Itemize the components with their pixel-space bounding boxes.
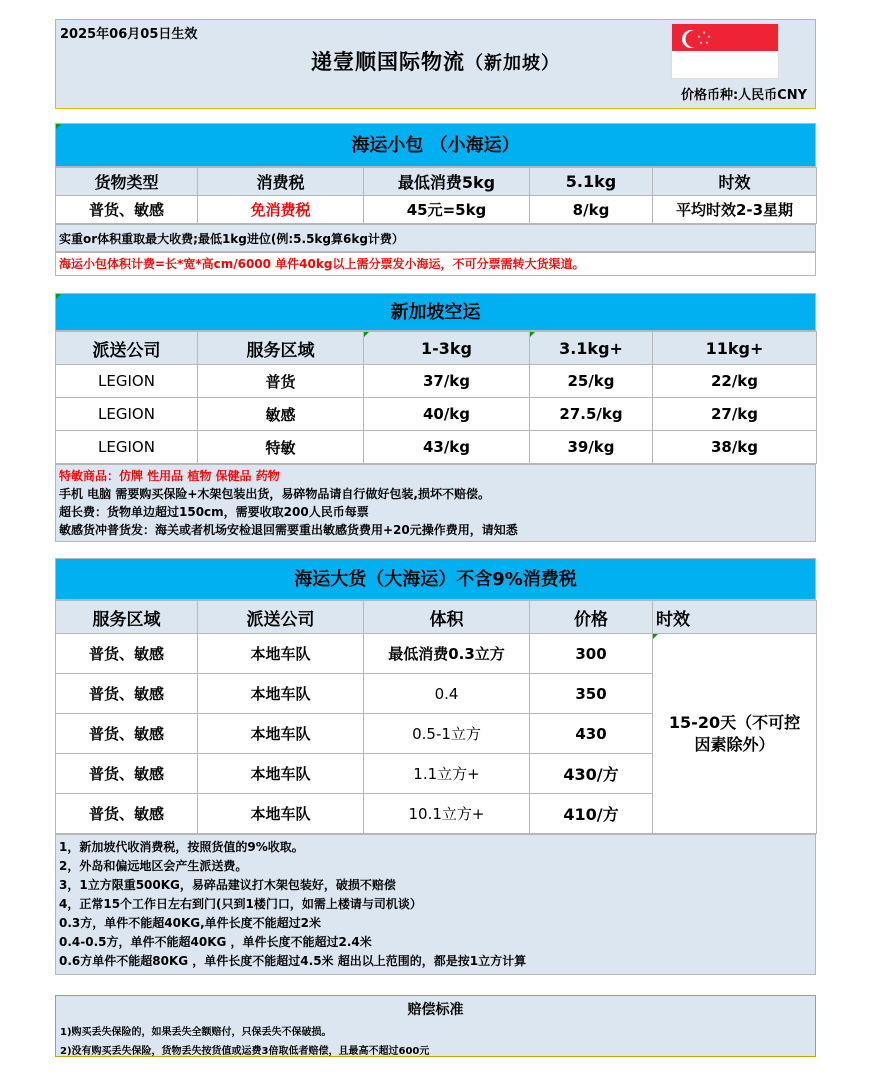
col-service: 服务区域 <box>198 332 364 365</box>
sea-big-header-row <box>56 601 817 634</box>
sea-big-note: 0.6方单件不能超80KG ，单件长度不能超过4.5米 超出以上范围的，都是按1立方计算 <box>59 954 527 968</box>
cell: 普货、敏感 <box>56 754 198 794</box>
air-header-row <box>56 332 817 365</box>
col-courier: 派送公司 <box>56 332 198 365</box>
cell: 本地车队 <box>198 794 364 834</box>
col-tax: 消费税 <box>198 168 364 196</box>
cell: 40/kg <box>364 398 530 431</box>
singapore-flag-icon <box>671 23 779 79</box>
cell: 22/kg <box>653 365 817 398</box>
cell: 普货、敏感 <box>56 794 198 834</box>
cell: 本地车队 <box>198 674 364 714</box>
cell: 38/kg <box>653 431 817 464</box>
cell: 430 <box>530 714 653 754</box>
cell: 1.1立方+ <box>364 754 530 794</box>
col-min: 最低消费5kg <box>364 168 530 196</box>
cell: LEGION <box>56 431 198 464</box>
cell: 350 <box>530 674 653 714</box>
sea-big-note: 3，1立方限重500KG，易碎品建议打木架包装好，破损不赔偿 <box>59 878 396 892</box>
cell: 最低消费0.3立方 <box>364 634 530 674</box>
cell: 本地车队 <box>198 634 364 674</box>
sea-small-header-row <box>56 168 817 196</box>
air-note: 手机 电脑 需要购买保险+木架包装出货，易碎物品请自行做好包装,损坏不赔偿。 <box>59 487 490 501</box>
table-row <box>56 398 817 431</box>
cell: 普货、敏感 <box>56 674 198 714</box>
title-main: 递壹顺国际物流 <box>311 50 465 74</box>
air-notes <box>55 464 816 542</box>
cell: 410/方 <box>530 794 653 834</box>
air-note: 超长费：货物单边超过150cm，需要收取200人民币每票 <box>59 505 369 519</box>
currency-label: 价格币种:人民币CNY <box>680 88 807 103</box>
sea-big-title: 海运大货（大海运）不含9%消费税 <box>55 558 816 600</box>
sea-big-note: 1，新加坡代收消费税，按照货值的9%收取。 <box>59 840 304 854</box>
header-panel <box>55 19 816 109</box>
transit-cell: 15-20天（不可控因素除外） <box>653 634 817 834</box>
cell: 27.5/kg <box>530 398 653 431</box>
cell: 敏感 <box>198 398 364 431</box>
cell: 本地车队 <box>198 754 364 794</box>
air-section <box>55 293 816 542</box>
col-service: 服务区域 <box>56 601 198 634</box>
cell: 27/kg <box>653 398 817 431</box>
col-5-1kg: 5.1kg <box>530 168 653 196</box>
col-transit: 时效 <box>653 601 817 634</box>
cell: 普货、敏感 <box>56 714 198 754</box>
cell: LEGION <box>56 398 198 431</box>
col-11kg: 11kg+ <box>653 332 817 365</box>
cell: 0.5-1立方 <box>364 714 530 754</box>
air-title: 新加坡空运 <box>55 293 816 331</box>
sea-small-title: 海运小包 （小海运） <box>55 123 816 167</box>
cell: 8/kg <box>530 196 653 224</box>
cell: 10.1立方+ <box>364 794 530 834</box>
cell: 37/kg <box>364 365 530 398</box>
col-cargo-type: 货物类型 <box>56 168 198 196</box>
sea-small-section <box>55 123 816 276</box>
sea-big-notes <box>55 834 816 975</box>
sea-big-note: 0.3方，单件不能超40KG,单件长度不能超过2米 <box>59 916 322 930</box>
table-row <box>56 365 817 398</box>
col-3-1kg: 3.1kg+ <box>530 332 653 365</box>
air-note: 敏感货冲普货发：海关或者机场安检退回需要重出敏感货费用+20元操作费用，请知悉 <box>59 523 518 537</box>
cell: 本地车队 <box>198 714 364 754</box>
compensation-line: 1)购买丢失保险的，如果丢失全额赔付，只保丢失不保破损。 <box>60 1027 332 1038</box>
table-row <box>56 196 817 224</box>
table-row <box>56 431 817 464</box>
compensation-panel <box>55 995 816 1057</box>
sea-big-note: 2，外岛和偏远地区会产生派送费。 <box>59 859 248 873</box>
sea-big-note: 4，正常15个工作日左右到门(只到1楼门口，如需上楼请与司机谈） <box>59 897 422 911</box>
cell: 39/kg <box>530 431 653 464</box>
compensation-title: 赔偿标准 <box>407 1002 464 1018</box>
cell: 普货、敏感 <box>56 196 198 224</box>
cell: 430/方 <box>530 754 653 794</box>
col-1-3kg: 1-3kg <box>364 332 530 365</box>
cell: 25/kg <box>530 365 653 398</box>
table-row <box>56 634 817 674</box>
cell: 0.4 <box>364 674 530 714</box>
col-volume: 体积 <box>364 601 530 634</box>
sea-small-note-1: 实重or体积重取最大收费;最低1kg进位(例:5.5kg算6kg计费） <box>55 224 816 252</box>
col-price: 价格 <box>530 601 653 634</box>
air-note: 特敏商品：仿牌 性用品 植物 保健品 药物 <box>59 469 280 483</box>
cell: 300 <box>530 634 653 674</box>
col-courier: 派送公司 <box>198 601 364 634</box>
cell: 45元=5kg <box>364 196 530 224</box>
cell: LEGION <box>56 365 198 398</box>
effective-date: 2025年06月05日生效 <box>60 27 198 42</box>
cell: 平均时效2-3星期 <box>653 196 817 224</box>
cell: 普货、敏感 <box>56 634 198 674</box>
sea-small-note-2: 海运小包体积计费=长*宽*高cm/6000 单件40kg以上需分票发小海运，不可分票需转大货渠道。 <box>55 252 816 276</box>
compensation-line: 2)没有购买丢失保险，货物丢失按货值或运费3倍取低者赔偿，且最高不超过600元 <box>60 1046 430 1057</box>
cell: 普货 <box>198 365 364 398</box>
sea-big-section <box>55 558 816 975</box>
title-sub: （新加坡） <box>465 53 560 74</box>
sea-big-note: 0.4-0.5方，单件不能超40KG ，单件长度不能超过2.4米 <box>59 935 372 949</box>
col-transit: 时效 <box>653 168 817 196</box>
tax-free-cell: 免消费税 <box>198 196 364 224</box>
cell: 43/kg <box>364 431 530 464</box>
cell: 特敏 <box>198 431 364 464</box>
